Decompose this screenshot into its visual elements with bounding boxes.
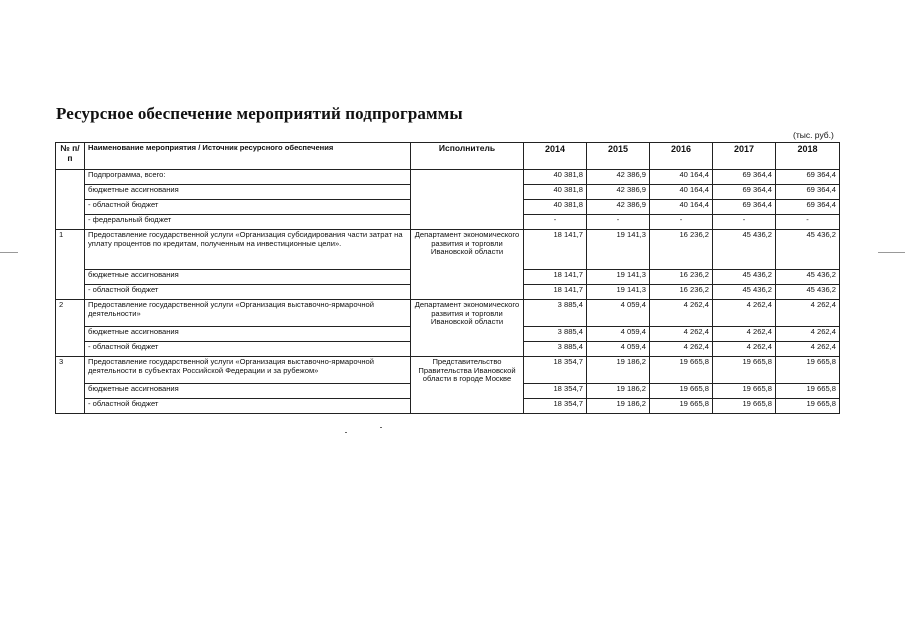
value-cell: -	[524, 215, 587, 230]
value-cell: 3 885,4	[524, 327, 587, 342]
value-cell: 45 436,2	[713, 285, 776, 300]
value-cell: 40 164,4	[650, 170, 713, 185]
value-cell: 4 262,4	[713, 342, 776, 357]
header-year-2017: 2017	[713, 143, 776, 170]
value-cell: 69 364,4	[713, 185, 776, 200]
resource-table	[55, 142, 840, 414]
value-cell: 40 164,4	[650, 185, 713, 200]
value-cell: 16 236,2	[650, 285, 713, 300]
value-cell: 45 436,2	[776, 230, 840, 270]
value-cell: 4 059,4	[587, 300, 650, 327]
value-cell: 4 262,4	[713, 327, 776, 342]
value-cell: 69 364,4	[776, 170, 840, 185]
value-cell: 16 236,2	[650, 270, 713, 285]
value-cell: 40 381,8	[524, 185, 587, 200]
value-cell: 18 354,7	[524, 357, 587, 384]
value-cell: -	[776, 215, 840, 230]
value-cell: -	[587, 215, 650, 230]
value-cell: -	[650, 215, 713, 230]
measure-executor: Представительство Правительства Ивановской области в городе Москве	[411, 357, 524, 414]
value-cell: 4 059,4	[587, 342, 650, 357]
header-year-2018: 2018	[776, 143, 840, 170]
value-cell: 4 262,4	[776, 300, 840, 327]
measure-num: 1	[56, 230, 85, 300]
value-cell: 18 354,7	[524, 399, 587, 414]
value-cell: 42 386,9	[587, 170, 650, 185]
value-cell: 19 665,8	[776, 399, 840, 414]
page-title: Ресурсное обеспечение мероприятий подпрограммы	[56, 104, 463, 123]
value-cell: 16 236,2	[650, 230, 713, 270]
value-cell: 42 386,9	[587, 200, 650, 215]
measure-num: 3	[56, 357, 85, 414]
value-cell: 4 262,4	[713, 300, 776, 327]
row-label: бюджетные ассигнования	[85, 327, 411, 342]
table-row	[56, 357, 840, 384]
value-cell: 69 364,4	[776, 200, 840, 215]
value-cell: 19 141,3	[587, 285, 650, 300]
row-label: бюджетные ассигнования	[85, 270, 411, 285]
value-cell: 19 665,8	[650, 357, 713, 384]
header-name: Наименование мероприятия / Источник ресурсного обеспечения	[85, 143, 411, 170]
header-executor: Исполнитель	[411, 143, 524, 170]
unit-label: (тыс. руб.)	[793, 130, 834, 140]
value-cell: 4 059,4	[587, 327, 650, 342]
value-cell: 4 262,4	[650, 342, 713, 357]
value-cell: 3 885,4	[524, 300, 587, 327]
value-cell: 40 164,4	[650, 200, 713, 215]
scan-edge-left	[0, 252, 18, 253]
row-label: бюджетные ассигнования	[85, 384, 411, 399]
header-year-2016: 2016	[650, 143, 713, 170]
measure-name: Предоставление государственной услуги «Организация субсидирования части затрат на уплату процентов по кредитам, полученным на инвестиционные цели».	[85, 230, 411, 270]
scan-edge-right	[878, 252, 905, 253]
measure-name: Предоставление государственной услуги «Организация выставочно-ярмарочной деятельности в субъектах Российской Федерации и за рубежом»	[85, 357, 411, 384]
value-cell: 42 386,9	[587, 185, 650, 200]
row-label: бюджетные ассигнования	[85, 185, 411, 200]
value-cell: 3 885,4	[524, 342, 587, 357]
summary-num-cell	[56, 170, 85, 230]
value-cell: 69 364,4	[713, 170, 776, 185]
value-cell: 45 436,2	[776, 285, 840, 300]
row-label: - федеральный бюджет	[85, 215, 411, 230]
value-cell: 19 665,8	[776, 384, 840, 399]
value-cell: 19 186,2	[587, 357, 650, 384]
row-label: - областной бюджет	[85, 399, 411, 414]
header-year-2015: 2015	[587, 143, 650, 170]
value-cell: 19 186,2	[587, 384, 650, 399]
value-cell: 4 262,4	[776, 342, 840, 357]
row-label: - областной бюджет	[85, 285, 411, 300]
summary-executor-cell	[411, 170, 524, 230]
scan-speck	[345, 432, 347, 433]
value-cell: 69 364,4	[776, 185, 840, 200]
value-cell: 4 262,4	[776, 327, 840, 342]
value-cell: 18 141,7	[524, 230, 587, 270]
value-cell: 4 262,4	[650, 327, 713, 342]
value-cell: 18 141,7	[524, 270, 587, 285]
measure-num: 2	[56, 300, 85, 357]
table-row	[56, 300, 840, 327]
value-cell: 19 141,3	[587, 270, 650, 285]
header-num: № п/п	[56, 143, 85, 170]
value-cell: 18 141,7	[524, 285, 587, 300]
value-cell: 4 262,4	[650, 300, 713, 327]
row-label: - областной бюджет	[85, 200, 411, 215]
value-cell: 45 436,2	[713, 230, 776, 270]
row-label: - областной бюджет	[85, 342, 411, 357]
value-cell: 19 665,8	[713, 357, 776, 384]
row-label: Подпрограмма, всего:	[85, 170, 411, 185]
measure-executor: Департамент экономического развития и торговли Ивановской области	[411, 300, 524, 357]
value-cell: 40 381,8	[524, 170, 587, 185]
value-cell: 19 665,8	[650, 384, 713, 399]
value-cell: 69 364,4	[713, 200, 776, 215]
value-cell: 18 354,7	[524, 384, 587, 399]
table-row	[56, 170, 840, 185]
value-cell: -	[713, 215, 776, 230]
value-cell: 19 186,2	[587, 399, 650, 414]
value-cell: 19 665,8	[713, 399, 776, 414]
value-cell: 19 665,8	[713, 384, 776, 399]
measure-executor: Департамент экономического развития и торговли Ивановской области	[411, 230, 524, 300]
header-row	[56, 143, 840, 170]
scan-speck	[380, 427, 382, 428]
value-cell: 40 381,8	[524, 200, 587, 215]
value-cell: 19 665,8	[650, 399, 713, 414]
header-year-2014: 2014	[524, 143, 587, 170]
value-cell: 45 436,2	[713, 270, 776, 285]
table-row	[56, 230, 840, 270]
value-cell: 45 436,2	[776, 270, 840, 285]
value-cell: 19 665,8	[776, 357, 840, 384]
value-cell: 19 141,3	[587, 230, 650, 270]
measure-name: Предоставление государственной услуги «Организация выставочно-ярмарочной деятельности»	[85, 300, 411, 327]
